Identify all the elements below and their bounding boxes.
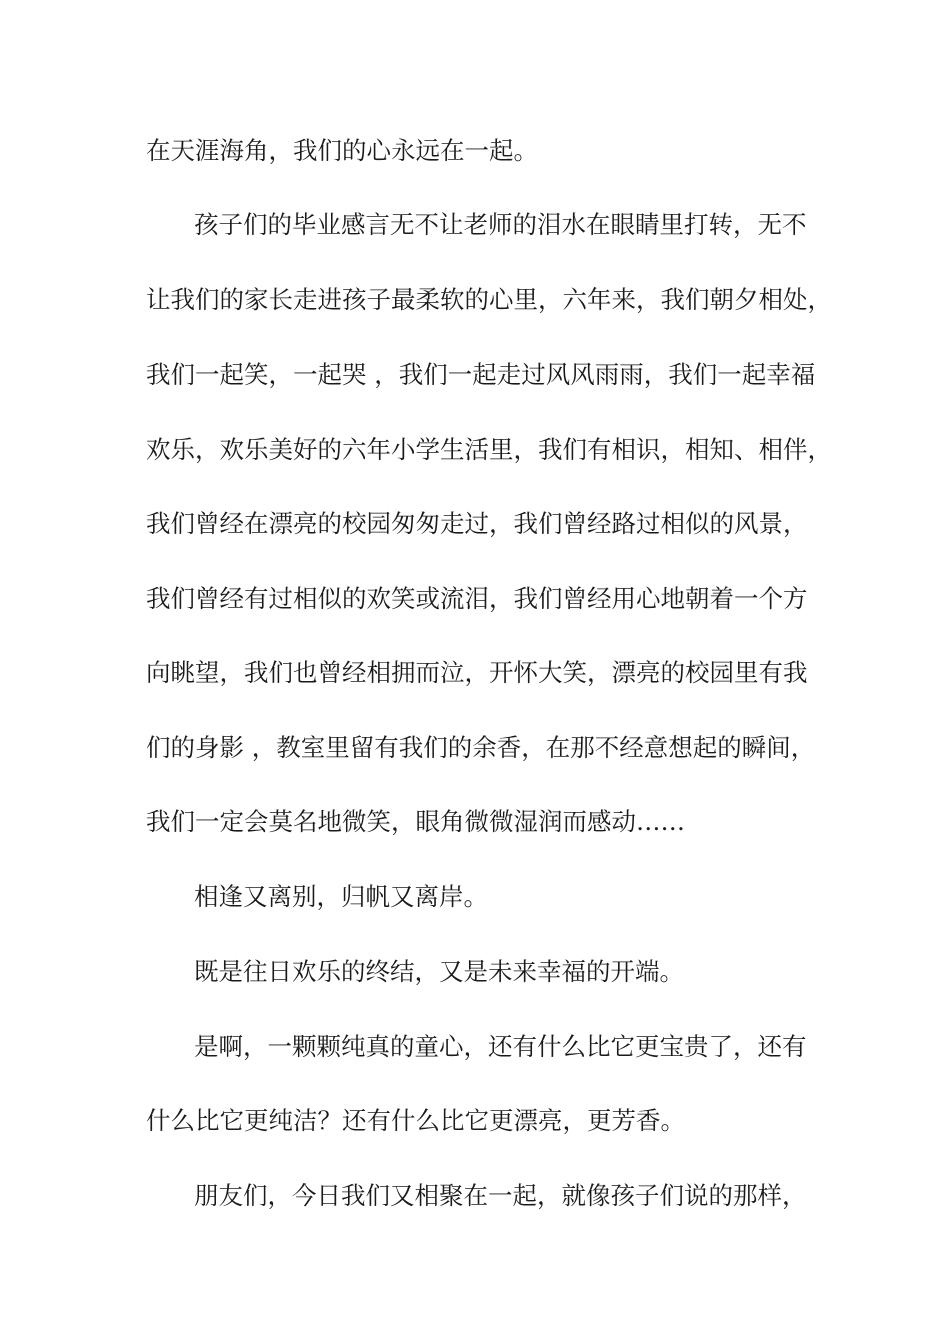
paragraph-line: 们的身影 ，教室里留有我们的余香，在那不经意想起的瞬间， [146, 733, 816, 762]
paragraph-line: 什么比它更纯洁？还有什么比它更漂亮，更芳香。 [146, 1106, 685, 1135]
paragraph-line: 在天涯海角，我们的心永远在一起。 [146, 136, 538, 165]
paragraph-line: 相逢又离别，归帆又离岸。 [194, 882, 488, 911]
paragraph-line: 是啊，一颗颗纯真的童心，还有什么比它更宝贵了，还有 [194, 1032, 807, 1061]
paragraph-line: 我们一定会莫名地微笑，眼角微微湿润而感动…… [146, 807, 685, 836]
paragraph-line: 让我们的家长走进孩子最柔软的心里，六年来，我们朝夕相处， [146, 285, 832, 314]
paragraph-line: 既是往日欢乐的终结，又是未来幸福的开端。 [194, 957, 684, 986]
paragraph-line: 朋友们，今日我们又相聚在一起，就像孩子们说的那样， [194, 1181, 807, 1210]
paragraph-line: 我们曾经在漂亮的校园匆匆走过，我们曾经路过相似的风景， [146, 509, 808, 538]
paragraph-line: 向眺望，我们也曾经相拥而泣，开怀大笑，漂亮的校园里有我 [146, 658, 808, 687]
paragraph-line: 我们一起笑，一起哭 ，我们一起走过风风雨雨，我们一起幸福 [146, 360, 816, 389]
paragraph-line: 孩子们的毕业感言无不让老师的泪水在眼睛里打转，无不 [194, 210, 807, 239]
paragraph-line: 我们曾经有过相似的欢笑或流泪，我们曾经用心地朝着一个方 [146, 584, 808, 613]
paragraph-line: 欢乐，欢乐美好的六年小学生活里，我们有相识，相知、相伴， [146, 435, 832, 464]
